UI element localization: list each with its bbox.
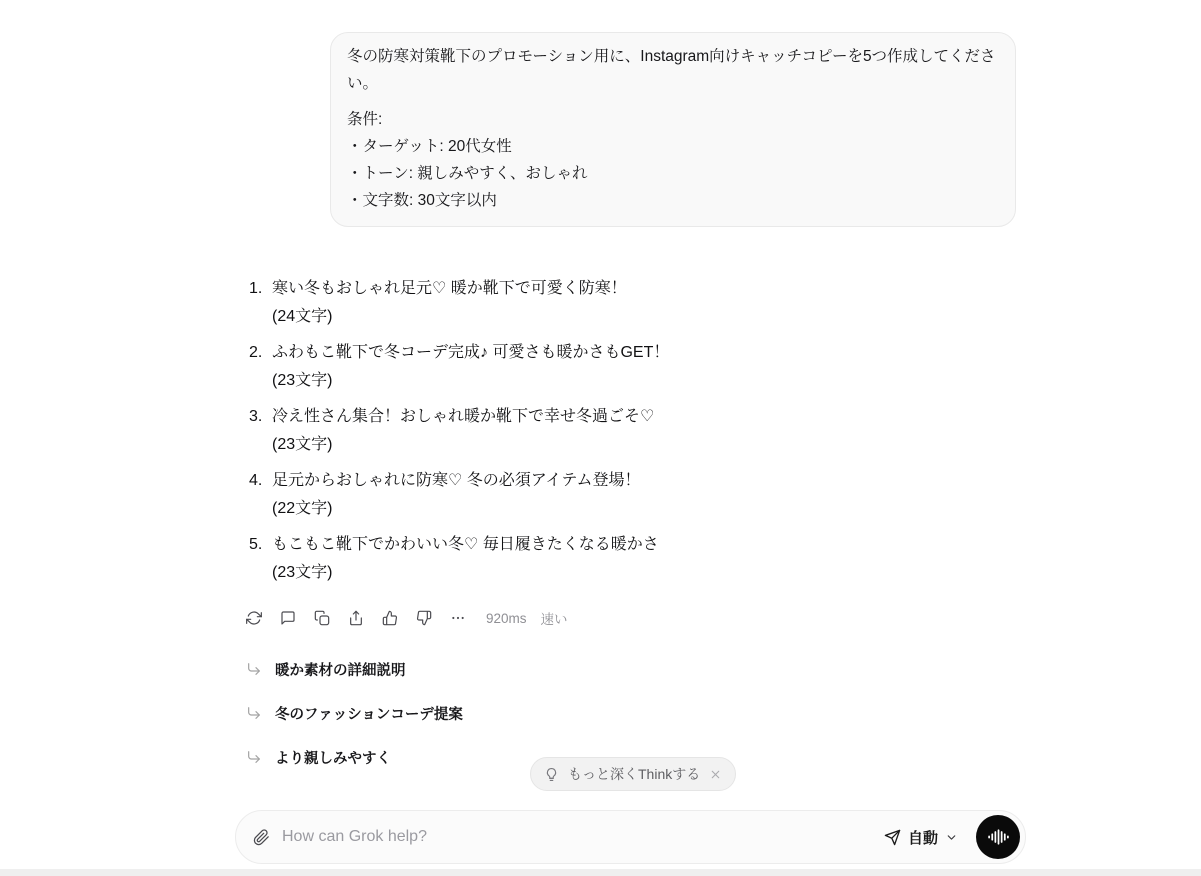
list-item [249, 531, 1019, 587]
thumbs-down-button[interactable] [416, 610, 432, 626]
attach-button[interactable] [253, 829, 270, 846]
thumbs-down-icon [416, 610, 432, 626]
bottom-edge-strip [0, 869, 1201, 876]
condition-length: ・文字数: 30文字以内 [347, 192, 497, 209]
user-message-text: 冬の防寒対策靴下のプロモーション用に、Instagram向けキャッチコピーを5つ作成してください。 [347, 48, 996, 92]
char-count: (23文字) [272, 564, 333, 581]
assistant-response [249, 275, 1019, 595]
suggestion-label: より親しみやすく [275, 750, 391, 767]
response-toolbar [246, 606, 568, 630]
list-item [249, 275, 1019, 331]
more-button[interactable] [450, 610, 466, 626]
chevron-down-icon [945, 831, 958, 844]
copy-button[interactable] [314, 610, 330, 626]
list-item-number: 5. [249, 536, 263, 553]
branch-arrow-icon [246, 661, 262, 677]
suggestion-winter-fashion[interactable] [246, 703, 463, 723]
list-item [249, 467, 1019, 523]
composer-bar [235, 810, 1026, 864]
catchcopy-text: ふわもこ靴下で冬コーデ完成♪ 可愛さも暖かさもGET！ [272, 344, 670, 361]
voice-mode-button[interactable] [976, 815, 1020, 859]
char-count: (23文字) [272, 436, 333, 453]
suggestion-warm-materials[interactable] [246, 659, 463, 679]
share-icon [348, 610, 364, 626]
list-item-number: 4. [249, 472, 263, 489]
think-deeper-label: もっと深くThinkする [568, 766, 701, 782]
list-item [249, 403, 1019, 459]
suggestion-label: 冬のファッションコーデ提案 [275, 706, 463, 723]
lightbulb-icon [544, 767, 559, 782]
waveform-icon [982, 821, 1014, 853]
list-item-number: 3. [249, 408, 263, 425]
list-item-number: 2. [249, 344, 263, 361]
regenerate-icon [246, 610, 262, 626]
catchcopy-text: 冷え性さん集合！おしゃれ暖か靴下で幸せ冬過ごそ♡ [272, 408, 655, 425]
mode-label: 自動 [907, 829, 938, 847]
thumbs-up-icon [382, 610, 398, 626]
suggestion-label: 暖か素材の詳細説明 [275, 662, 406, 679]
x-icon [709, 768, 722, 781]
latency-label: 920ms [486, 610, 527, 626]
thumbs-up-button[interactable] [382, 610, 398, 626]
mode-selector[interactable] [884, 827, 968, 848]
user-message-bubble [330, 32, 1016, 227]
comment-button[interactable] [280, 610, 296, 626]
char-count: (22文字) [272, 500, 333, 517]
speed-label: 速い [540, 612, 568, 627]
branch-arrow-icon [246, 749, 262, 765]
think-deeper-chip[interactable] [530, 757, 736, 791]
catchcopy-text: 寒い冬もおしゃれ足元♡ 暖か靴下で可愛く防寒！ [272, 280, 627, 297]
suggestion-more-friendly[interactable] [246, 747, 463, 767]
catchcopy-text: もこもこ靴下でかわいい冬♡ 毎日履きたくなる暖かさ [272, 536, 659, 553]
paperclip-icon [253, 829, 270, 846]
branch-arrow-icon [246, 705, 262, 721]
follow-up-suggestions [246, 659, 463, 791]
list-item-number: 1. [249, 280, 263, 297]
char-count: (24文字) [272, 308, 333, 325]
share-button[interactable] [348, 610, 364, 626]
send-plane-icon [884, 829, 901, 846]
message-input[interactable] [282, 828, 884, 846]
comment-icon [280, 610, 296, 626]
condition-tone: ・トーン: 親しみやすく、おしゃれ [347, 165, 588, 182]
condition-target: ・ターゲット: 20代女性 [347, 138, 512, 155]
chip-close-button[interactable] [709, 768, 722, 781]
char-count: (23文字) [272, 372, 333, 389]
copy-icon [314, 610, 330, 626]
regenerate-button[interactable] [246, 610, 262, 626]
conditions-label: 条件: [347, 111, 383, 128]
more-icon [450, 610, 466, 626]
list-item [249, 339, 1019, 395]
catchcopy-text: 足元からおしゃれに防寒♡ 冬の必須アイテム登場！ [272, 472, 641, 489]
